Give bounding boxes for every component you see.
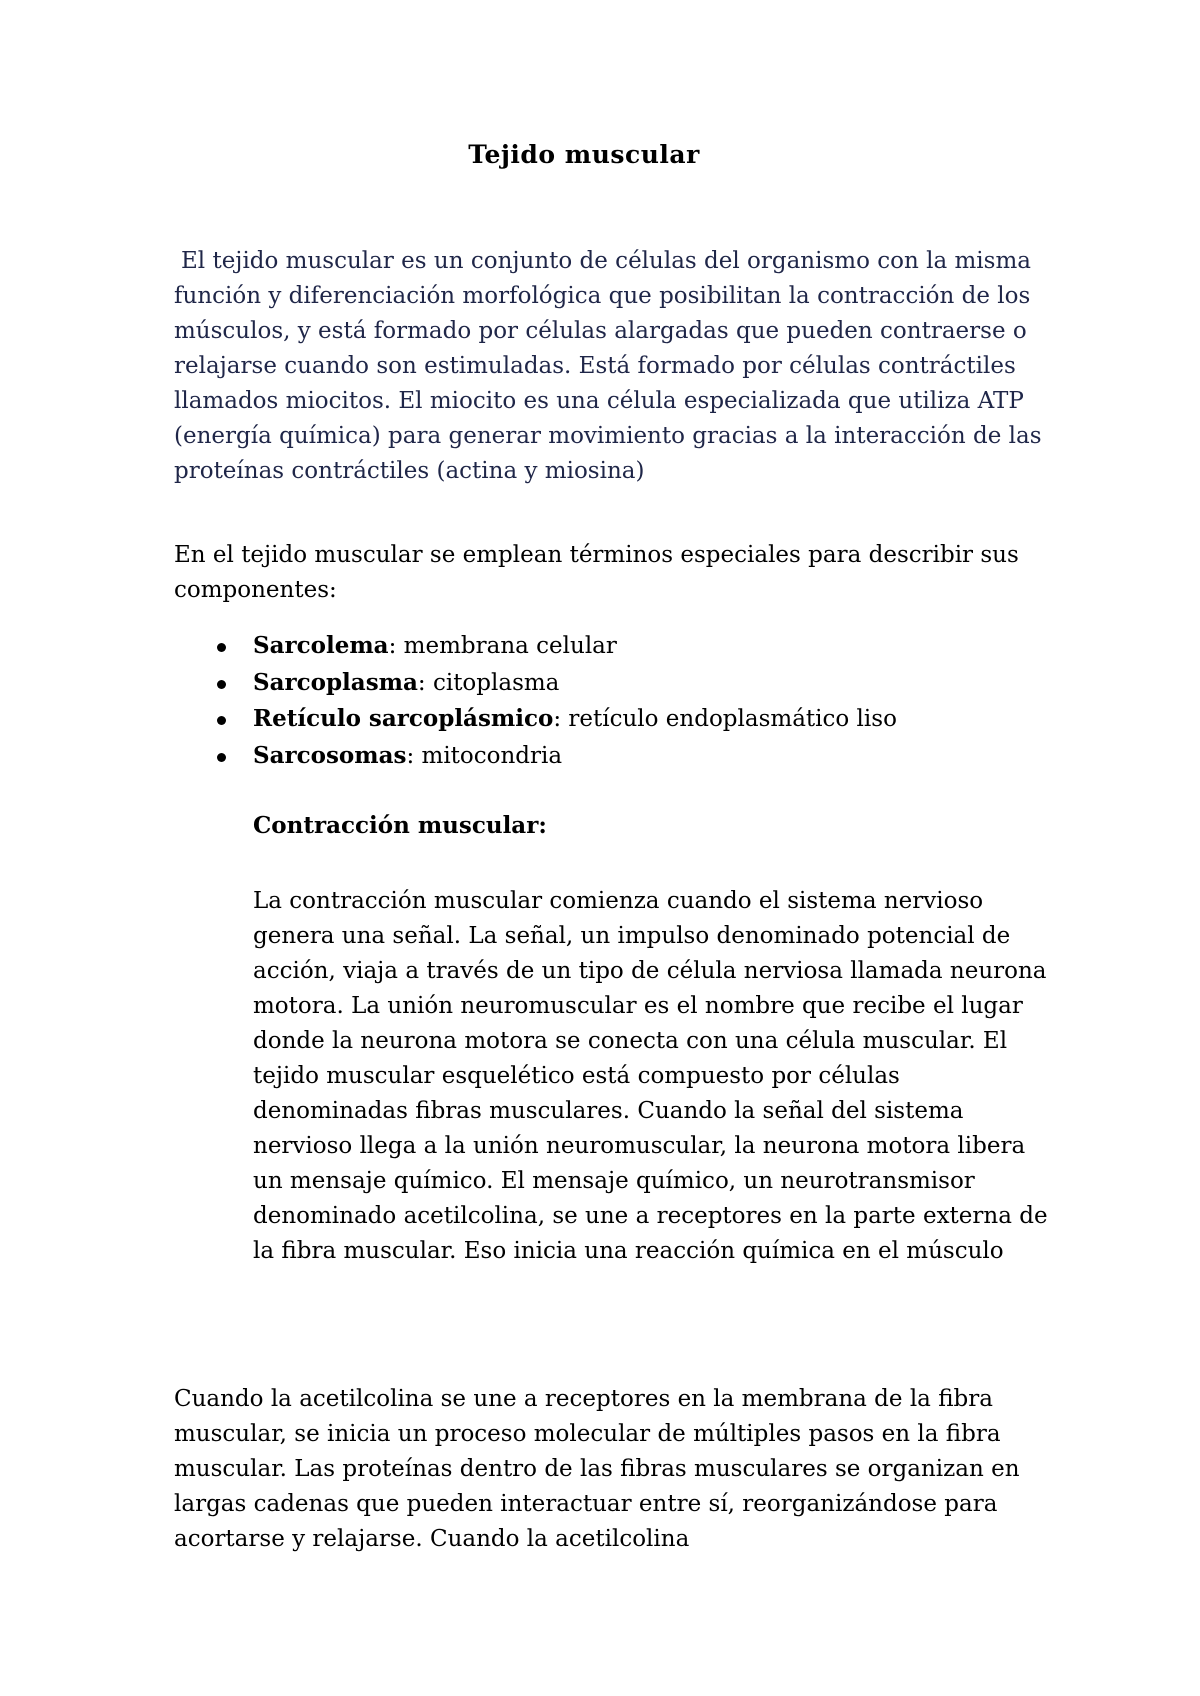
list-item xyxy=(213,665,897,702)
term-label: Sarcosomas xyxy=(253,741,407,769)
term-label: Sarcoplasma xyxy=(253,668,418,696)
list-item xyxy=(213,701,897,738)
term-label: Sarcolema xyxy=(253,632,389,659)
terms-list xyxy=(213,628,897,774)
intro-paragraph-text: El tejido muscular es un conjunto de células del organismo con la misma función y diferenciación morfológica que posibilitan la contracción de los músculos, y está formado por células alargadas que pueden contraerse o relajarse cuando son estimuladas. Está formado por células contráctiles llamados miocitos. El miocito es una célula especializada que utiliza ATP (energía química) para generar movimiento gracias a la interacción de las proteínas contráctiles (actina y miosina) xyxy=(174,248,1042,484)
term-definition: : retículo endoplasmático liso xyxy=(553,706,897,732)
list-item xyxy=(213,738,897,775)
contraction-paragraph: La contracción muscular comienza cuando el sistema nervioso genera una señal. La señal, un impulso denominado potencial de acción, viaja a través de un tipo de célula nerviosa llamada neurona motora. La unión neuromuscular es el nombre que recibe el lugar donde la neurona motora se conecta con una célula muscular. El tejido muscular esquelético está compuesto por células denominadas fibras musculares. Cuando la señal del sistema nervioso llega a la unión neuromuscular, la neurona motora libera un mensaje químico. El mensaje químico, un neurotransmisor denominado acetilcolina, se une a receptores en la parte externa de la fibra muscular. Eso inicia una reacción química en el músculo xyxy=(253,888,1048,1264)
intro-paragraph xyxy=(174,244,1044,489)
term-label: Retículo sarcoplásmico xyxy=(253,705,554,732)
term-definition: : membrana celular xyxy=(388,633,617,659)
term-definition: : citoplasma xyxy=(417,669,560,696)
contraction-heading: Contracción muscular: xyxy=(253,812,547,839)
terms-intro-paragraph: En el tejido muscular se emplean términos especiales para describir sus componentes: xyxy=(174,542,1019,603)
final-paragraph: Cuando la acetilcolina se une a receptores en la membrana de la fibra muscular, se inicia un proceso molecular de múltiples pasos en la fibra muscular. Las proteínas dentro de las fibras musculares se organizan en largas cadenas que pueden interactuar entre sí, reorganizándose para acortarse y relajarse. Cuando la acetilcolina xyxy=(174,1386,1020,1552)
term-definition: : mitocondria xyxy=(406,742,563,769)
list-item xyxy=(213,628,897,665)
document-title: Tejido muscular xyxy=(468,140,700,169)
